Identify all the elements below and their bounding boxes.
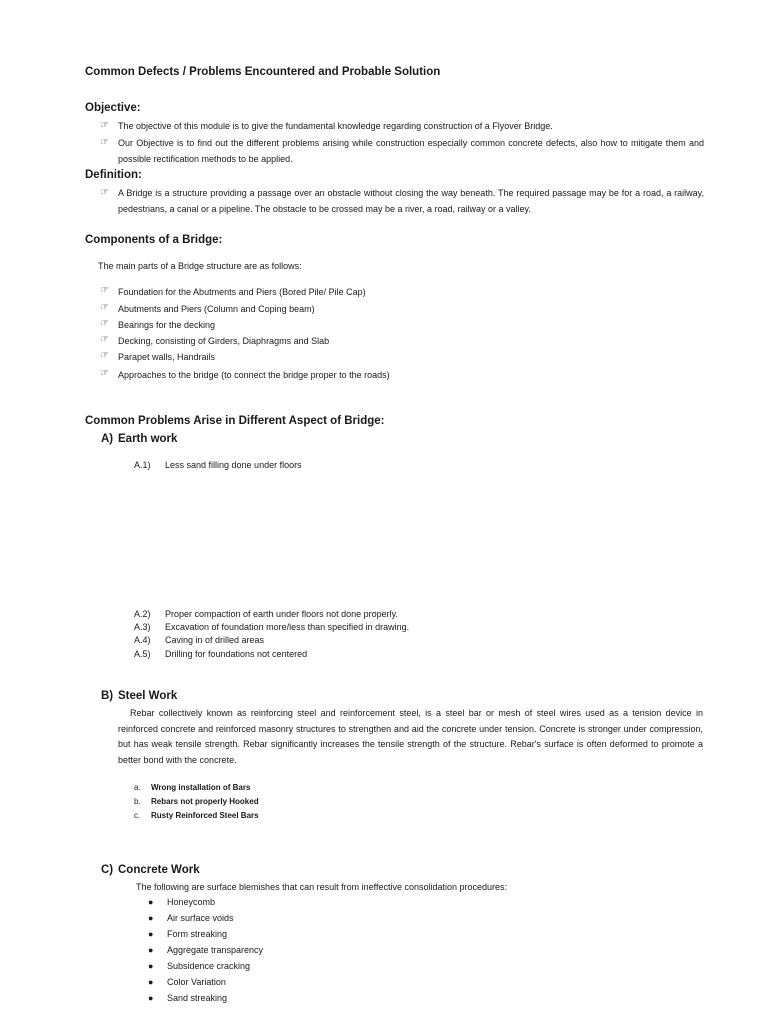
list-item: ☞ Approaches to the bridge (to connect the bridge proper to the roads) bbox=[100, 367, 390, 383]
list-item: Sand streaking bbox=[167, 993, 228, 1003]
page-title: Common Defects / Problems Encountered and Probable Solution bbox=[85, 66, 441, 78]
item-code: A.3) bbox=[134, 622, 151, 632]
concrete-work-label: C) bbox=[101, 864, 114, 876]
list-item: Air surface voids bbox=[167, 913, 234, 923]
concrete-work-heading: Concrete Work bbox=[118, 864, 200, 876]
list-item: Wrong installation of Bars bbox=[151, 783, 251, 792]
list-item: Honeycomb bbox=[167, 897, 216, 907]
pointing-hand-icon: ☞ bbox=[100, 368, 109, 379]
list-item: Drilling for foundations not centered bbox=[165, 649, 308, 659]
list-item: Rebars not properly Hooked bbox=[151, 797, 259, 806]
pointing-hand-icon: ☞ bbox=[100, 302, 109, 313]
list-item: ☞ Decking, consisting of Girders, Diaphragms and Slab bbox=[100, 333, 329, 349]
pointing-hand-icon: ☞ bbox=[100, 187, 109, 198]
steel-work-heading: Steel Work bbox=[118, 690, 178, 702]
problems-heading: Common Problems Arise in Different Aspect of Bridge: bbox=[85, 415, 385, 427]
list-item: Caving in of drilled areas bbox=[165, 635, 265, 645]
list-item: ☞ Our Objective is to find out the different problems arising while construction especially common concrete defects, also how to mitigate them and possible rectification methods to be applied. bbox=[100, 136, 704, 167]
pointing-hand-icon: ☞ bbox=[100, 137, 109, 148]
bullet-icon: ● bbox=[148, 913, 154, 923]
item-code: A.1) bbox=[134, 460, 151, 470]
objective-heading: Objective: bbox=[85, 102, 141, 114]
list-item: ☞ Foundation for the Abutments and Piers (Bored Pile/ Pile Cap) bbox=[100, 284, 366, 300]
item-code: A.4) bbox=[134, 635, 151, 645]
list-item: ☞ Bearings for the decking bbox=[100, 317, 215, 333]
bullet-icon: ● bbox=[148, 929, 154, 939]
steel-work-label: B) bbox=[101, 690, 114, 702]
pointing-hand-icon: ☞ bbox=[100, 120, 109, 131]
list-item: Subsidence cracking bbox=[167, 961, 251, 971]
earth-work-heading: Earth work bbox=[118, 433, 178, 445]
list-item: ☞ A Bridge is a structure providing a passage over an obstacle without closing the way beneath. The required passage may be for a road, a railway, pedestrians, a canal or a pipeline. The obstacle to be crossed may be a river, a road, railway or a valley. bbox=[100, 186, 704, 217]
list-item: ☞ Abutments and Piers (Column and Coping beam) bbox=[100, 301, 315, 317]
pointing-hand-icon: ☞ bbox=[100, 350, 109, 361]
list-item: Less sand filling done under floors bbox=[165, 460, 302, 470]
bullet-icon: ● bbox=[148, 977, 154, 987]
item-code: a. bbox=[134, 783, 141, 792]
earth-work-label: A) bbox=[101, 433, 114, 445]
item-code: A.2) bbox=[134, 609, 151, 619]
components-intro: The main parts of a Bridge structure are as follows: bbox=[98, 261, 302, 271]
steel-paragraph: Rebar collectively known as reinforcing steel and reinforcement steel, is a steel bar or mesh of steel wires used as a tension device in reinforced concrete and reinforced masonry structures to strengthen and aid the concrete under tension. Concrete is stronger under compression, but has weak tensile strength. Rebar significantly increases the tensile strength of the structure. Rebar's surface is often deformed to promote a better bond with the concrete. bbox=[118, 708, 703, 765]
pointing-hand-icon: ☞ bbox=[100, 318, 109, 329]
list-item: Excavation of foundation more/less than specified in drawing. bbox=[165, 622, 410, 632]
item-code: c. bbox=[134, 811, 141, 820]
list-item: Rusty Reinforced Steel Bars bbox=[151, 811, 259, 820]
list-item: Aggregate transparency bbox=[167, 945, 264, 955]
bullet-icon: ● bbox=[148, 945, 154, 955]
bullet-icon: ● bbox=[148, 993, 154, 1003]
list-item: Form streaking bbox=[167, 929, 228, 939]
list-item: ☞ The objective of this module is to give the fundamental knowledge regarding construction of a Flyover Bridge. bbox=[100, 119, 704, 135]
bullet-icon: ● bbox=[148, 961, 154, 971]
item-code: A.5) bbox=[134, 649, 151, 659]
concrete-intro: The following are surface blemishes that can result from ineffective consolidation procedures: bbox=[136, 882, 508, 892]
components-heading: Components of a Bridge: bbox=[85, 234, 223, 246]
pointing-hand-icon: ☞ bbox=[100, 285, 109, 296]
list-item: ☞ Parapet walls, Handrails bbox=[100, 349, 215, 365]
item-code: b. bbox=[134, 797, 141, 806]
definition-heading: Definition: bbox=[85, 169, 142, 181]
pointing-hand-icon: ☞ bbox=[100, 334, 109, 345]
bullet-icon: ● bbox=[148, 897, 154, 907]
list-item: Proper compaction of earth under floors not done properly. bbox=[165, 609, 398, 619]
list-item: Color Variation bbox=[167, 977, 226, 987]
